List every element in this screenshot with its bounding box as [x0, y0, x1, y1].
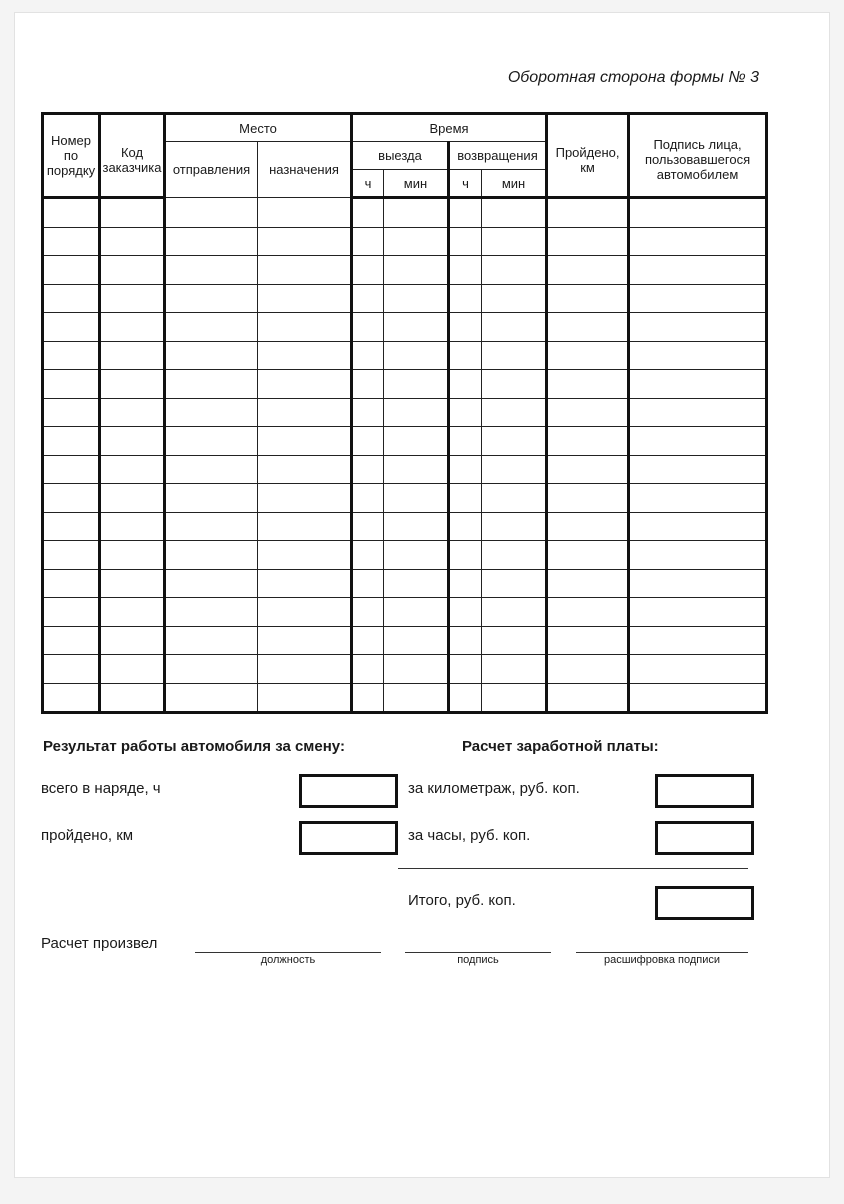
- table-cell[interactable]: [258, 256, 352, 285]
- table-cell[interactable]: [449, 626, 482, 655]
- table-cell[interactable]: [482, 427, 547, 456]
- table-cell[interactable]: [100, 569, 165, 598]
- table-cell[interactable]: [258, 655, 352, 684]
- table-cell[interactable]: [100, 512, 165, 541]
- table-cell[interactable]: [352, 198, 384, 228]
- table-cell[interactable]: [629, 313, 767, 342]
- table-row: [43, 598, 767, 627]
- header-distance: Пройдено, км: [547, 114, 629, 198]
- table-cell[interactable]: [547, 370, 629, 399]
- table-row: [43, 655, 767, 684]
- table-cell[interactable]: [384, 598, 449, 627]
- table-cell[interactable]: [482, 313, 547, 342]
- table-cell[interactable]: [482, 284, 547, 313]
- table-cell[interactable]: [165, 284, 258, 313]
- table-row: [43, 284, 767, 313]
- table-cell[interactable]: [258, 370, 352, 399]
- table-cell[interactable]: [449, 683, 482, 713]
- table-cell[interactable]: [547, 598, 629, 627]
- table-cell[interactable]: [352, 256, 384, 285]
- table-cell[interactable]: [482, 256, 547, 285]
- table-cell[interactable]: [547, 227, 629, 256]
- table-cell[interactable]: [165, 427, 258, 456]
- table-row: [43, 569, 767, 598]
- table-cell[interactable]: [547, 455, 629, 484]
- table-cell[interactable]: [100, 541, 165, 570]
- header-customer-code: Код заказчика: [100, 114, 165, 198]
- position-caption: должность: [260, 954, 316, 966]
- table-cell[interactable]: [165, 341, 258, 370]
- distance-label: пройдено, км: [41, 827, 134, 844]
- table-cell[interactable]: [165, 398, 258, 427]
- table-cell[interactable]: [100, 198, 165, 228]
- table-cell[interactable]: [258, 227, 352, 256]
- table-cell[interactable]: [352, 569, 384, 598]
- table-cell[interactable]: [100, 427, 165, 456]
- table-cell[interactable]: [258, 626, 352, 655]
- table-cell[interactable]: [547, 256, 629, 285]
- table-cell[interactable]: [100, 683, 165, 713]
- table-cell[interactable]: [547, 198, 629, 228]
- table-cell[interactable]: [449, 569, 482, 598]
- table-cell[interactable]: [165, 370, 258, 399]
- table-cell[interactable]: [482, 484, 547, 513]
- calc-by-label: Расчет произвел: [41, 935, 158, 952]
- table-cell[interactable]: [384, 227, 449, 256]
- signature-line[interactable]: [405, 952, 551, 953]
- table-cell[interactable]: [547, 569, 629, 598]
- table-cell[interactable]: [100, 370, 165, 399]
- table-cell[interactable]: [165, 455, 258, 484]
- table-cell[interactable]: [629, 427, 767, 456]
- table-cell[interactable]: [165, 541, 258, 570]
- table-cell[interactable]: [352, 455, 384, 484]
- table-cell[interactable]: [449, 598, 482, 627]
- table-cell[interactable]: [352, 683, 384, 713]
- table-cell[interactable]: [100, 227, 165, 256]
- total-pay-label: Итого, руб. коп.: [408, 892, 516, 909]
- table-row: [43, 427, 767, 456]
- table-cell[interactable]: [449, 398, 482, 427]
- table-cell[interactable]: [352, 598, 384, 627]
- table-cell[interactable]: [43, 655, 100, 684]
- table-cell[interactable]: [482, 541, 547, 570]
- table-cell[interactable]: [547, 313, 629, 342]
- table-cell[interactable]: [449, 313, 482, 342]
- table-cell[interactable]: [482, 341, 547, 370]
- table-cell[interactable]: [384, 484, 449, 513]
- table-cell[interactable]: [100, 313, 165, 342]
- table-row: [43, 313, 767, 342]
- mileage-pay-field[interactable]: [655, 774, 754, 808]
- table-cell[interactable]: [547, 398, 629, 427]
- table-cell[interactable]: [43, 598, 100, 627]
- table-cell[interactable]: [352, 484, 384, 513]
- table-cell[interactable]: [384, 683, 449, 713]
- table-cell[interactable]: [43, 569, 100, 598]
- table-row: [43, 512, 767, 541]
- table-row: [43, 198, 767, 228]
- table-cell[interactable]: [547, 284, 629, 313]
- table-cell[interactable]: [384, 655, 449, 684]
- table-cell[interactable]: [100, 484, 165, 513]
- table-cell[interactable]: [352, 341, 384, 370]
- table-cell[interactable]: [629, 626, 767, 655]
- table-cell[interactable]: [165, 655, 258, 684]
- table-cell[interactable]: [43, 313, 100, 342]
- table-cell[interactable]: [482, 370, 547, 399]
- table-cell[interactable]: [547, 427, 629, 456]
- table-row: [43, 455, 767, 484]
- table-cell[interactable]: [352, 227, 384, 256]
- table-cell[interactable]: [43, 512, 100, 541]
- header-place-from: отправления: [165, 142, 258, 198]
- table-cell[interactable]: [352, 655, 384, 684]
- table-cell[interactable]: [43, 683, 100, 713]
- table-cell[interactable]: [482, 227, 547, 256]
- table-cell[interactable]: [384, 455, 449, 484]
- table-cell[interactable]: [100, 398, 165, 427]
- table-cell[interactable]: [384, 256, 449, 285]
- table-cell[interactable]: [43, 398, 100, 427]
- table-cell[interactable]: [629, 598, 767, 627]
- table-cell[interactable]: [258, 198, 352, 228]
- hours-pay-label: за часы, руб. коп.: [408, 827, 531, 844]
- table-cell[interactable]: [629, 455, 767, 484]
- table-cell[interactable]: [352, 626, 384, 655]
- table-cell[interactable]: [629, 569, 767, 598]
- table-cell[interactable]: [482, 512, 547, 541]
- salary-title: Расчет заработной платы:: [462, 738, 659, 755]
- hours-pay-field[interactable]: [655, 821, 754, 855]
- table-row: [43, 227, 767, 256]
- table-cell[interactable]: [258, 683, 352, 713]
- table-row: [43, 683, 767, 713]
- table-cell[interactable]: [629, 341, 767, 370]
- header-return-minutes: мин: [482, 170, 547, 198]
- table-cell[interactable]: [449, 455, 482, 484]
- total-hours-label: всего в наряде, ч: [41, 780, 161, 797]
- table-cell[interactable]: [629, 484, 767, 513]
- trip-log-table: [41, 112, 768, 714]
- table-cell[interactable]: [482, 198, 547, 228]
- table-cell[interactable]: [384, 198, 449, 228]
- table-cell[interactable]: [482, 398, 547, 427]
- table-cell[interactable]: [258, 455, 352, 484]
- header-departure: выезда: [352, 142, 449, 170]
- decoding-caption: расшифровка подписи: [603, 954, 721, 966]
- table-cell[interactable]: [629, 227, 767, 256]
- table-row: [43, 341, 767, 370]
- table-cell[interactable]: [547, 484, 629, 513]
- table-cell[interactable]: [384, 398, 449, 427]
- table-cell[interactable]: [352, 427, 384, 456]
- table-cell[interactable]: [482, 626, 547, 655]
- table-cell[interactable]: [43, 626, 100, 655]
- table-cell[interactable]: [258, 313, 352, 342]
- table-cell[interactable]: [547, 655, 629, 684]
- table-cell[interactable]: [43, 256, 100, 285]
- total-hours-field[interactable]: [299, 774, 398, 808]
- table-cell[interactable]: [629, 284, 767, 313]
- table-cell[interactable]: [352, 313, 384, 342]
- table-cell[interactable]: [43, 284, 100, 313]
- table-row: [43, 398, 767, 427]
- table-cell[interactable]: [43, 341, 100, 370]
- table-cell[interactable]: [449, 427, 482, 456]
- table-row: [43, 626, 767, 655]
- table-cell[interactable]: [384, 512, 449, 541]
- table-cell[interactable]: [629, 541, 767, 570]
- table-cell[interactable]: [258, 427, 352, 456]
- table-cell[interactable]: [165, 484, 258, 513]
- result-title: Результат работы автомобиля за смену:: [43, 738, 345, 755]
- table-cell[interactable]: [384, 569, 449, 598]
- table-row: [43, 484, 767, 513]
- table-cell[interactable]: [43, 427, 100, 456]
- table-cell[interactable]: [258, 484, 352, 513]
- table-cell[interactable]: [384, 626, 449, 655]
- mileage-pay-label: за километраж, руб. коп.: [408, 780, 580, 797]
- table-cell[interactable]: [629, 512, 767, 541]
- table-cell[interactable]: [100, 341, 165, 370]
- header-return: возвращения: [449, 142, 547, 170]
- table-cell[interactable]: [449, 655, 482, 684]
- table-cell[interactable]: [352, 512, 384, 541]
- table-cell[interactable]: [258, 569, 352, 598]
- table-cell[interactable]: [43, 455, 100, 484]
- header-time: Время: [352, 114, 547, 142]
- table-cell[interactable]: [482, 455, 547, 484]
- table-cell[interactable]: [258, 598, 352, 627]
- table-cell[interactable]: [100, 598, 165, 627]
- table-row: [43, 541, 767, 570]
- table-cell[interactable]: [384, 370, 449, 399]
- table-cell[interactable]: [547, 541, 629, 570]
- table-cell[interactable]: [258, 541, 352, 570]
- table-cell[interactable]: [100, 655, 165, 684]
- table-cell[interactable]: [449, 512, 482, 541]
- table-cell[interactable]: [629, 398, 767, 427]
- table-cell[interactable]: [384, 313, 449, 342]
- header-signature: Подпись лица, пользовавшегося автомобилем: [629, 114, 767, 198]
- table-cell[interactable]: [165, 569, 258, 598]
- table-cell[interactable]: [547, 683, 629, 713]
- total-divider: [398, 868, 748, 869]
- table-cell[interactable]: [165, 198, 258, 228]
- table-cell[interactable]: [165, 256, 258, 285]
- table-cell[interactable]: [629, 370, 767, 399]
- trip-log-body: [43, 198, 767, 713]
- table-cell[interactable]: [165, 598, 258, 627]
- distance-field[interactable]: [299, 821, 398, 855]
- table-cell[interactable]: [352, 398, 384, 427]
- table-cell[interactable]: [449, 227, 482, 256]
- table-cell[interactable]: [43, 541, 100, 570]
- table-cell[interactable]: [547, 626, 629, 655]
- table-cell[interactable]: [629, 198, 767, 228]
- table-cell[interactable]: [100, 256, 165, 285]
- table-cell[interactable]: [449, 341, 482, 370]
- table-cell[interactable]: [482, 598, 547, 627]
- header-departure-hours: ч: [352, 170, 384, 198]
- header-return-hours: ч: [449, 170, 482, 198]
- table-cell[interactable]: [43, 484, 100, 513]
- decoding-line[interactable]: [576, 952, 748, 953]
- header-place: Место: [165, 114, 352, 142]
- table-cell[interactable]: [100, 626, 165, 655]
- table-cell[interactable]: [100, 455, 165, 484]
- table-cell[interactable]: [258, 284, 352, 313]
- table-cell[interactable]: [449, 198, 482, 228]
- table-cell[interactable]: [629, 256, 767, 285]
- table-cell[interactable]: [384, 341, 449, 370]
- table-cell[interactable]: [547, 512, 629, 541]
- table-cell[interactable]: [43, 198, 100, 228]
- table-cell[interactable]: [100, 284, 165, 313]
- header-departure-minutes: мин: [384, 170, 449, 198]
- table-cell[interactable]: [165, 626, 258, 655]
- table-cell[interactable]: [449, 284, 482, 313]
- form-title: Оборотная сторона формы № 3: [507, 69, 759, 86]
- table-cell[interactable]: [482, 683, 547, 713]
- table-cell[interactable]: [165, 227, 258, 256]
- table-cell[interactable]: [43, 227, 100, 256]
- total-pay-field[interactable]: [655, 886, 754, 920]
- table-row: [43, 370, 767, 399]
- form-sheet: [14, 12, 830, 1178]
- table-row: [43, 256, 767, 285]
- table-cell[interactable]: [258, 398, 352, 427]
- table-cell[interactable]: [165, 313, 258, 342]
- table-cell[interactable]: [449, 256, 482, 285]
- table-cell[interactable]: [629, 683, 767, 713]
- table-cell[interactable]: [352, 284, 384, 313]
- position-line[interactable]: [195, 952, 381, 953]
- table-cell[interactable]: [449, 484, 482, 513]
- table-cell[interactable]: [482, 569, 547, 598]
- table-cell[interactable]: [384, 284, 449, 313]
- table-cell[interactable]: [384, 427, 449, 456]
- table-cell[interactable]: [165, 512, 258, 541]
- header-number: Номер по порядку: [43, 114, 100, 198]
- table-cell[interactable]: [43, 370, 100, 399]
- table-cell[interactable]: [547, 341, 629, 370]
- table-cell[interactable]: [352, 541, 384, 570]
- table-cell[interactable]: [258, 512, 352, 541]
- table-cell[interactable]: [629, 655, 767, 684]
- table-cell[interactable]: [449, 541, 482, 570]
- header-place-to: назначения: [258, 142, 352, 198]
- table-cell[interactable]: [165, 683, 258, 713]
- table-cell[interactable]: [449, 370, 482, 399]
- table-cell[interactable]: [384, 541, 449, 570]
- table-cell[interactable]: [482, 655, 547, 684]
- table-cell[interactable]: [258, 341, 352, 370]
- table-cell[interactable]: [352, 370, 384, 399]
- signature-caption: подпись: [457, 954, 499, 966]
